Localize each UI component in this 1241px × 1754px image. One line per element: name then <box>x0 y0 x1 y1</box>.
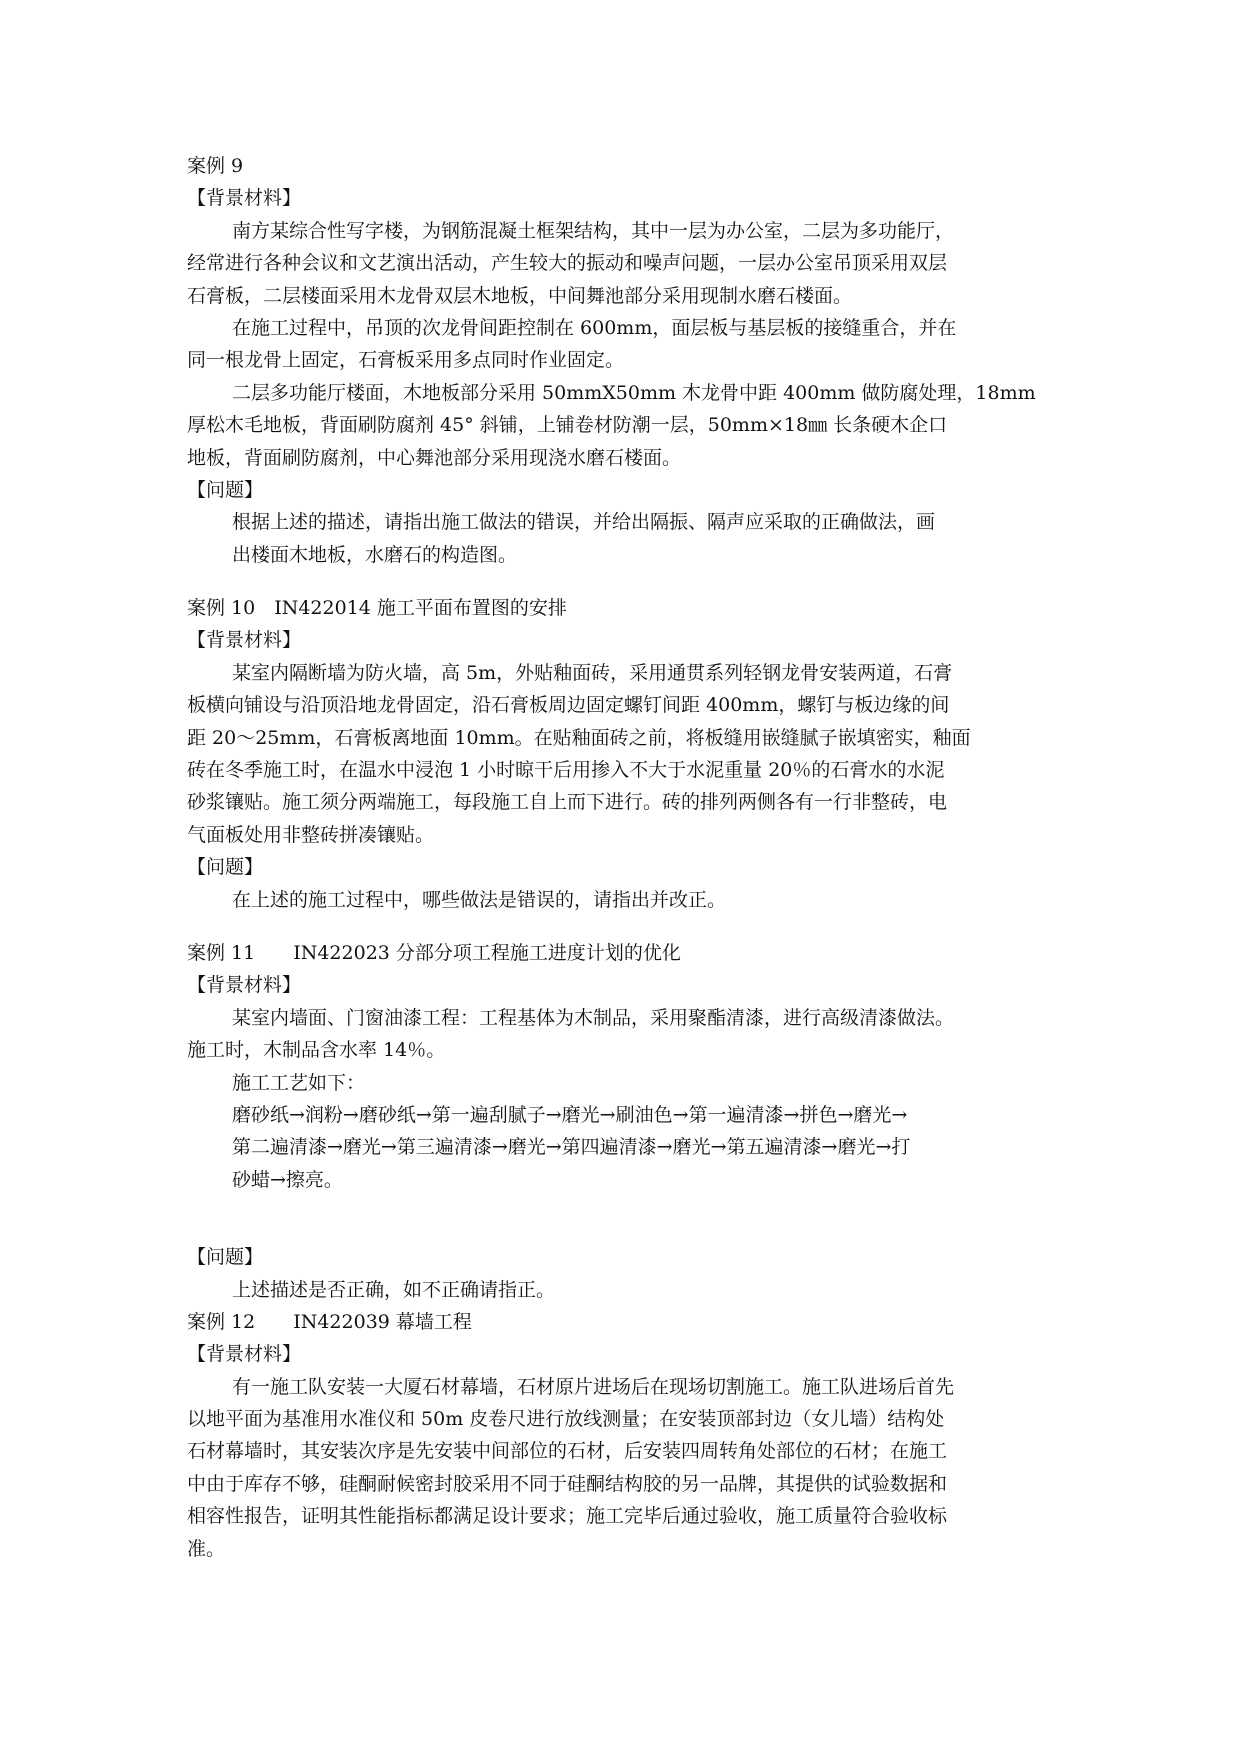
paragraph-line: 相容性报告，证明其性能指标都满足设计要求；施工完毕后通过验收，施工质量符合验收标 <box>187 1505 948 1528</box>
paragraph-line: 以地平面为基准用水准仪和 50m 皮卷尺进行放线测量；在安装顶部封边（女儿墙）结构处 <box>187 1408 945 1431</box>
section-gap <box>187 571 1067 592</box>
paragraph-line: 砂浆镶贴。施工须分两端施工，每段施工自上而下进行。砖的排列两侧各有一行非整砖，电 <box>187 791 948 814</box>
question-line: 根据上述的描述，请指出施工做法的错误，并给出隔振、隔声应采取的正确做法，画 <box>232 511 936 534</box>
case-11 <box>187 937 1067 1306</box>
background-heading: 【背景材料】 <box>187 629 302 652</box>
question-line: 在上述的施工过程中，哪些做法是错误的，请指出并改正。 <box>232 888 727 911</box>
section-gap <box>187 916 1067 937</box>
document-page <box>187 150 1067 1565</box>
paragraph-line: 二层多功能厅楼面，木地板部分采用 50mmX50mm 木龙骨中距 400mm 做防腐处理，18mm <box>232 381 1036 404</box>
process-intro: 施工工艺如下： <box>232 1071 366 1094</box>
process-line: 砂蜡→擦亮。 <box>232 1168 343 1191</box>
paragraph-line: 经常进行各种会议和文艺演出活动，产生较大的振动和噪声问题，一层办公室吊顶采用双层 <box>187 252 948 275</box>
paragraph-line: 有一施工队安装一大厦石材幕墙，石材原片进场后在现场切割施工。施工队进场后首先 <box>232 1375 955 1398</box>
case-9 <box>187 150 1067 571</box>
paragraph-line: 地板，背面刷防腐剂，中心舞池部分采用现浇水磨石楼面。 <box>187 446 682 469</box>
process-line: 第二遍清漆→磨光→第三遍清漆→磨光→第四遍清漆→磨光→第五遍清漆→磨光→打 <box>232 1136 911 1159</box>
question-line: 出楼面木地板，水磨石的构造图。 <box>232 543 518 566</box>
case-title: 案例 11 IN422023 分部分项工程施工进度计划的优化 <box>187 941 681 964</box>
question-heading: 【问题】 <box>187 478 264 501</box>
case-10 <box>187 592 1067 916</box>
case-title: 案例 9 <box>187 155 244 177</box>
process-line: 磨砂纸→润粉→磨砂纸→第一遍刮腻子→磨光→刷油色→第一遍清漆→拼色→磨光→ <box>232 1103 908 1126</box>
paragraph-line: 中由于库存不够，硅酮耐候密封胶采用不同于硅酮结构胶的另一品牌，其提供的试验数据和 <box>187 1472 948 1495</box>
paragraph-line: 板横向铺设与沿顶沿地龙骨固定，沿石膏板周边固定螺钉间距 400mm，螺钉与板边缘的间 <box>187 694 950 717</box>
background-heading: 【背景材料】 <box>187 187 302 210</box>
case-title: 案例 10 IN422014 施工平面布置图的安排 <box>187 597 567 620</box>
case-title: 案例 12 IN422039 幕墙工程 <box>187 1310 472 1333</box>
paragraph-line: 某室内隔断墙为防火墙，高 5m，外贴釉面砖，采用通贯系列轻钢龙骨安装两道，石膏 <box>232 661 953 684</box>
paragraph-line: 石材幕墙时，其安装次序是先安装中间部位的石材，后安装四周转角处部位的石材；在施工 <box>187 1440 948 1463</box>
paragraph-line: 某室内墙面、门窗油漆工程：工程基体为木制品，采用聚酯清漆，进行高级清漆做法。 <box>232 1006 955 1029</box>
case-12 <box>187 1306 1067 1565</box>
paragraph-line: 厚松木毛地板，背面刷防腐剂 45° 斜铺，上铺卷材防潮一层，50mm×18㎜ 长条硬木企口 <box>187 414 948 437</box>
section-gap <box>187 1196 1067 1241</box>
question-line: 上述描述是否正确，如不正确请指正。 <box>232 1278 556 1301</box>
paragraph-line: 施工时，木制品含水率 14％。 <box>187 1039 446 1062</box>
paragraph-line: 石膏板，二层楼面采用木龙骨双层木地板，中间舞池部分采用现制水磨石楼面。 <box>187 284 853 307</box>
question-heading: 【问题】 <box>187 856 264 879</box>
paragraph-line: 南方某综合性写字楼，为钢筋混凝土框架结构，其中一层为办公室，二层为多功能厅， <box>232 219 955 242</box>
paragraph-line: 气面板处用非整砖拼凑镶贴。 <box>187 823 435 846</box>
question-heading: 【问题】 <box>187 1246 264 1269</box>
paragraph-line: 距 20～25mm，石膏板离地面 10mm。在贴釉面砖之前，将板缝用嵌缝腻子嵌填密实，釉面 <box>187 726 971 749</box>
paragraph-line: 砖在冬季施工时，在温水中浸泡 1 小时晾干后用掺入不大于水泥重量 20％的石膏水的水泥 <box>187 759 945 782</box>
paragraph-line: 同一根龙骨上固定，石膏板采用多点同时作业固定。 <box>187 349 625 372</box>
background-heading: 【背景材料】 <box>187 1343 302 1366</box>
paragraph-line: 准。 <box>187 1537 226 1560</box>
background-heading: 【背景材料】 <box>187 974 302 997</box>
paragraph-line: 在施工过程中，吊顶的次龙骨间距控制在 600mm，面层板与基层板的接缝重合，并在 <box>232 316 957 339</box>
